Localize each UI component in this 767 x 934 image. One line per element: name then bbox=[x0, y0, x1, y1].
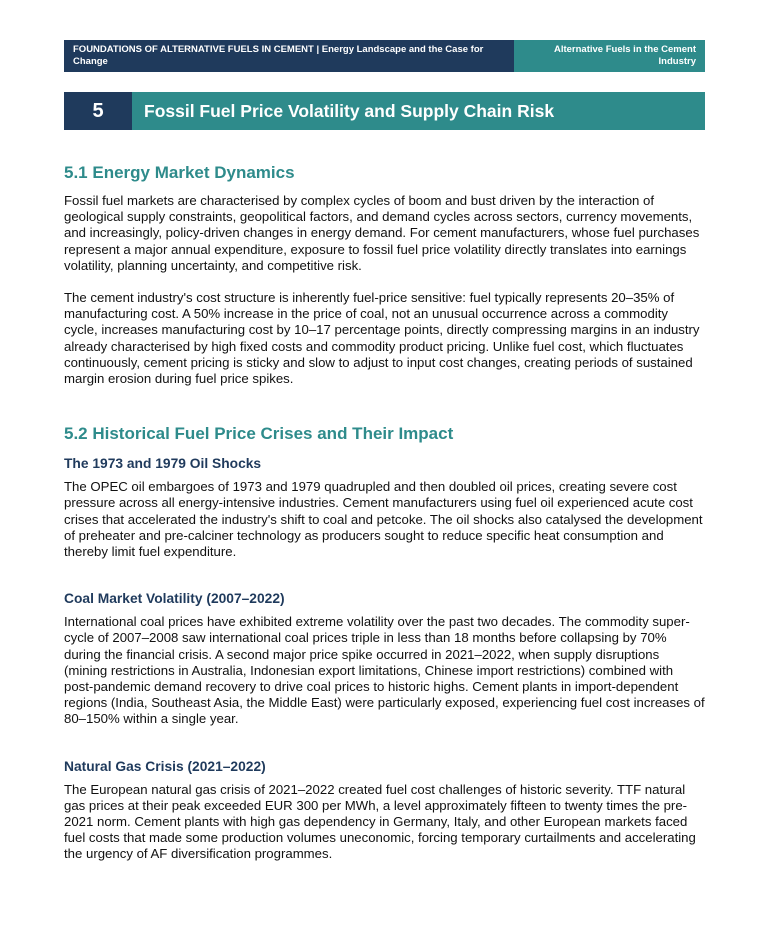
header-running-title: Alternative Fuels in the Cement Industry bbox=[514, 40, 705, 72]
subsection-oil-shocks-paragraph: The OPEC oil embargoes of 1973 and 1979 quadrupled and then doubled oil prices, creating severe cost pressure across all energy-intensive industries. Cement manufacturers using fuel oil experienced acute cost crises that accelerated the industry's shift to coal and petcoke. The oil shocks also catalysed the development of preheater and pre-calciner technology as producers sought to reduce specific heat consumption and thereby limit fuel expenditure. bbox=[64, 479, 703, 560]
subsection-heading-gas-crisis: Natural Gas Crisis (2021–2022) bbox=[64, 758, 266, 774]
chapter-title: Fossil Fuel Price Volatility and Supply Chain Risk bbox=[132, 92, 705, 130]
subsection-coal-volatility-paragraph: International coal prices have exhibited extreme volatility over the past two decades. The commodity super-cycle of 2007–2008 saw international coal prices triple in less than 18 months before collapsing by 70% during the financial crisis. A second major price spike occurred in 2021–2022, when supply disruptions (mining restrictions in Australia, Indonesian export limitations, Chinese import restrictions) combined with post-pandemic demand recovery to drive coal prices to historic highs. Cement plants in import-dependent regions (India, Southeast Asia, the Middle East) were particularly exposed, experiencing fuel cost increases of 80–150% within a single year. bbox=[64, 614, 705, 727]
section-5-1-paragraph-2: The cement industry's cost structure is inherently fuel-price sensitive: fuel typically represents 20–35% of manufacturing cost. A 50% increase in the price of coal, not an unusual occurrence across a commodity cycle, increases manufacturing cost by 10–17 percentage points, directly compressing margins in an industry already characterised by high fixed costs and commodity product pricing. Unlike fuel cost, which fluctuates continuously, cement pricing is sticky and slow to adjust to input cost changes, creating periods of sustained margin erosion during fuel price spikes. bbox=[64, 290, 700, 387]
section-heading-5-2: 5.2 Historical Fuel Price Crises and Their Impact bbox=[64, 424, 454, 444]
page-body bbox=[64, 162, 705, 863]
chapter-number: 5 bbox=[64, 92, 132, 130]
subsection-heading-oil-shocks: The 1973 and 1979 Oil Shocks bbox=[64, 456, 262, 472]
section-heading-5-1: 5.1 Energy Market Dynamics bbox=[64, 163, 295, 182]
chapter-heading bbox=[64, 92, 705, 130]
subsection-gas-crisis-paragraph: The European natural gas crisis of 2021–2022 created fuel cost challenges of historic severity. TTF natural gas prices at their peak exceeded EUR 300 per MWh, a level approximately fifteen to twenty times the pre-2021 norm. Cement plants with high gas dependency in Germany, Italy, and other European markets faced fuel costs that made some production volumes uneconomic, forcing temporary curtailments and accelerating the urgency of AF diversification programmes. bbox=[64, 781, 696, 862]
page-header bbox=[64, 40, 705, 72]
header-document-title: FOUNDATIONS OF ALTERNATIVE FUELS IN CEMENT | Energy Landscape and the Case for Change bbox=[64, 40, 514, 72]
subsection-heading-coal-volatility: Coal Market Volatility (2007–2022) bbox=[64, 591, 285, 607]
section-5-1-paragraph-1: Fossil fuel markets are characterised by complex cycles of boom and bust driven by the interaction of geological supply constraints, geopolitical factors, and demand cycles across sectors, currency movements, and increasingly, policy-driven changes in energy demand. For cement manufacturers, whose fuel purchases represent a major annual expenditure, exposure to fossil fuel price volatility directly translates into earnings volatility, planning uncertainty, and competitive risk. bbox=[64, 193, 700, 273]
